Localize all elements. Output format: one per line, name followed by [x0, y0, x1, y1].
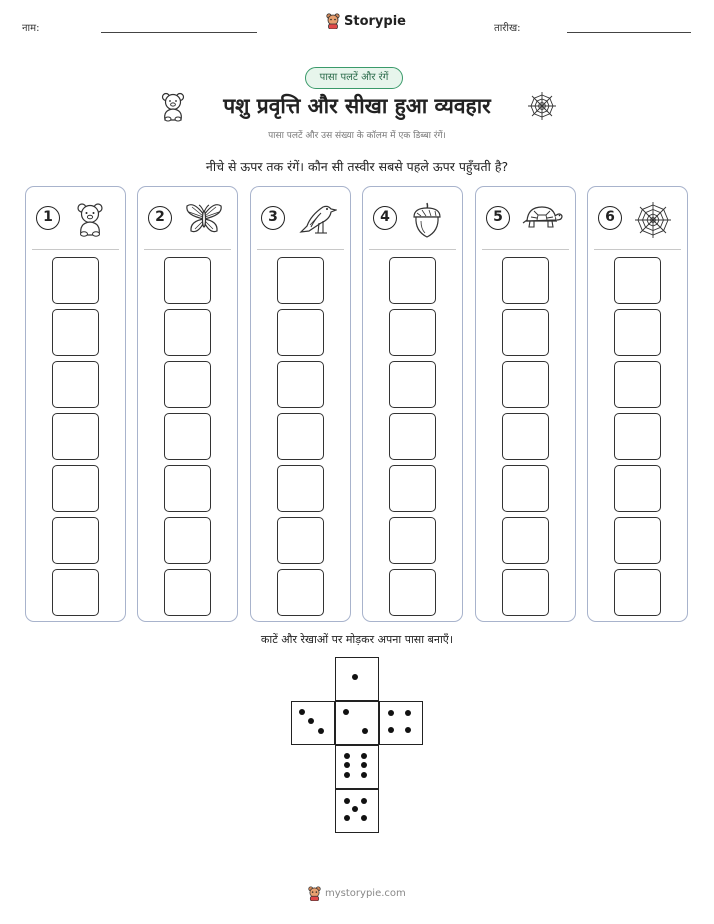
- column-number: 6: [598, 206, 622, 230]
- column-number: 2: [148, 206, 172, 230]
- color-box[interactable]: [164, 361, 211, 408]
- column-header: [486, 201, 570, 239]
- instruction: नीचे से ऊपर तक रंगें। कौन सी तस्वीर सबसे पहले ऊपर पहुँचती है?: [205, 159, 509, 174]
- color-box[interactable]: [614, 257, 661, 304]
- color-box[interactable]: [502, 569, 549, 616]
- color-box[interactable]: [614, 309, 661, 356]
- dice-pip: [361, 753, 367, 759]
- dice-pip: [318, 728, 324, 734]
- turtle-icon: [522, 201, 564, 233]
- dice-face-4: [379, 701, 423, 745]
- color-box[interactable]: [389, 361, 436, 408]
- dice-face-2: [335, 701, 379, 745]
- column-number: 4: [373, 206, 397, 230]
- color-box[interactable]: [52, 361, 99, 408]
- color-box[interactable]: [389, 413, 436, 460]
- column-header: [261, 201, 345, 239]
- column-number: 3: [261, 206, 285, 230]
- color-box[interactable]: [277, 413, 324, 460]
- color-box[interactable]: [164, 413, 211, 460]
- acorn-icon: [409, 201, 445, 239]
- date-label: तारीख:: [494, 23, 521, 34]
- color-box[interactable]: [502, 361, 549, 408]
- spiderweb-icon: [634, 201, 672, 239]
- column-divider: [32, 249, 119, 250]
- cut-instruction: काटें और रेखाओं पर मोड़कर अपना पासा बनाएँ।: [260, 633, 454, 646]
- dice-pip: [344, 772, 350, 778]
- dice-pip: [361, 772, 367, 778]
- color-box[interactable]: [277, 569, 324, 616]
- subtitle: पासा पलटें और उस संख्या के कॉलम में एक डिब्बा रंगें।: [268, 131, 446, 141]
- column-6: [587, 186, 688, 622]
- color-box[interactable]: [614, 517, 661, 564]
- column-3: [250, 186, 351, 622]
- dice-pip: [405, 727, 411, 733]
- color-box[interactable]: [389, 309, 436, 356]
- column-header: [148, 201, 232, 239]
- color-box[interactable]: [614, 361, 661, 408]
- color-box[interactable]: [277, 309, 324, 356]
- dice-pip: [344, 762, 350, 768]
- activity-badge: पासा पलटें और रंगें: [305, 67, 403, 89]
- dice-pip: [352, 674, 358, 680]
- column-divider: [257, 249, 344, 250]
- bear-icon: [72, 201, 108, 237]
- color-box[interactable]: [164, 517, 211, 564]
- column-header: [598, 201, 682, 239]
- color-box[interactable]: [614, 569, 661, 616]
- color-box[interactable]: [614, 413, 661, 460]
- spiderweb-icon: [526, 90, 558, 122]
- color-box[interactable]: [52, 257, 99, 304]
- column-1: [25, 186, 126, 622]
- color-box[interactable]: [277, 257, 324, 304]
- color-box[interactable]: [389, 569, 436, 616]
- color-box[interactable]: [277, 517, 324, 564]
- column-header: [36, 201, 120, 239]
- dice-pip: [361, 798, 367, 804]
- color-box[interactable]: [52, 517, 99, 564]
- dice-pip: [361, 762, 367, 768]
- color-box[interactable]: [277, 465, 324, 512]
- name-label: नाम:: [22, 23, 40, 34]
- color-box[interactable]: [164, 465, 211, 512]
- dice-pip: [405, 710, 411, 716]
- dice-face-1: [335, 657, 379, 701]
- dice-pip: [344, 798, 350, 804]
- color-box[interactable]: [52, 309, 99, 356]
- dice-pip: [388, 710, 394, 716]
- brand-name: Storypie: [344, 13, 406, 29]
- dice-pip: [308, 718, 314, 724]
- color-box[interactable]: [164, 569, 211, 616]
- color-box[interactable]: [502, 517, 549, 564]
- color-box[interactable]: [389, 257, 436, 304]
- title-row: [0, 88, 714, 128]
- color-box[interactable]: [502, 465, 549, 512]
- color-box[interactable]: [52, 465, 99, 512]
- color-box[interactable]: [164, 309, 211, 356]
- date-line[interactable]: [567, 32, 691, 33]
- column-number: 1: [36, 206, 60, 230]
- dice-pip: [344, 815, 350, 821]
- color-box[interactable]: [277, 361, 324, 408]
- column-header: [373, 201, 457, 239]
- dice-face-6: [335, 745, 379, 789]
- column-divider: [144, 249, 231, 250]
- name-line[interactable]: [101, 32, 257, 33]
- dice-face-5: [335, 789, 379, 833]
- column-number: 5: [486, 206, 510, 230]
- dice-pip: [362, 728, 368, 734]
- dice-pip: [388, 727, 394, 733]
- color-box[interactable]: [389, 517, 436, 564]
- bird-icon: [297, 201, 337, 237]
- column-divider: [369, 249, 456, 250]
- bear-mascot-icon: [326, 13, 340, 29]
- color-box[interactable]: [164, 257, 211, 304]
- column-4: [362, 186, 463, 622]
- dice-pip: [344, 753, 350, 759]
- color-box[interactable]: [52, 413, 99, 460]
- column-2: [137, 186, 238, 622]
- page-title: पशु प्रवृत्ति और सीखा हुआ व्यवहार: [223, 94, 491, 118]
- footer-link[interactable]: mystorypie.com: [325, 888, 406, 899]
- color-box[interactable]: [52, 569, 99, 616]
- brand-logo: [326, 13, 406, 29]
- column-5: [475, 186, 576, 622]
- dice-pip: [299, 709, 305, 715]
- bear-icon: [158, 90, 188, 122]
- bear-mascot-icon: [308, 886, 321, 901]
- dice-face-3: [291, 701, 335, 745]
- color-box[interactable]: [502, 413, 549, 460]
- column-divider: [594, 249, 681, 250]
- butterfly-icon: [184, 201, 224, 237]
- color-box[interactable]: [502, 309, 549, 356]
- dice-pip: [352, 806, 358, 812]
- color-box[interactable]: [502, 257, 549, 304]
- dice-pip: [361, 815, 367, 821]
- dice-pip: [343, 709, 349, 715]
- column-divider: [482, 249, 569, 250]
- footer: [308, 886, 406, 901]
- color-box[interactable]: [389, 465, 436, 512]
- color-box[interactable]: [614, 465, 661, 512]
